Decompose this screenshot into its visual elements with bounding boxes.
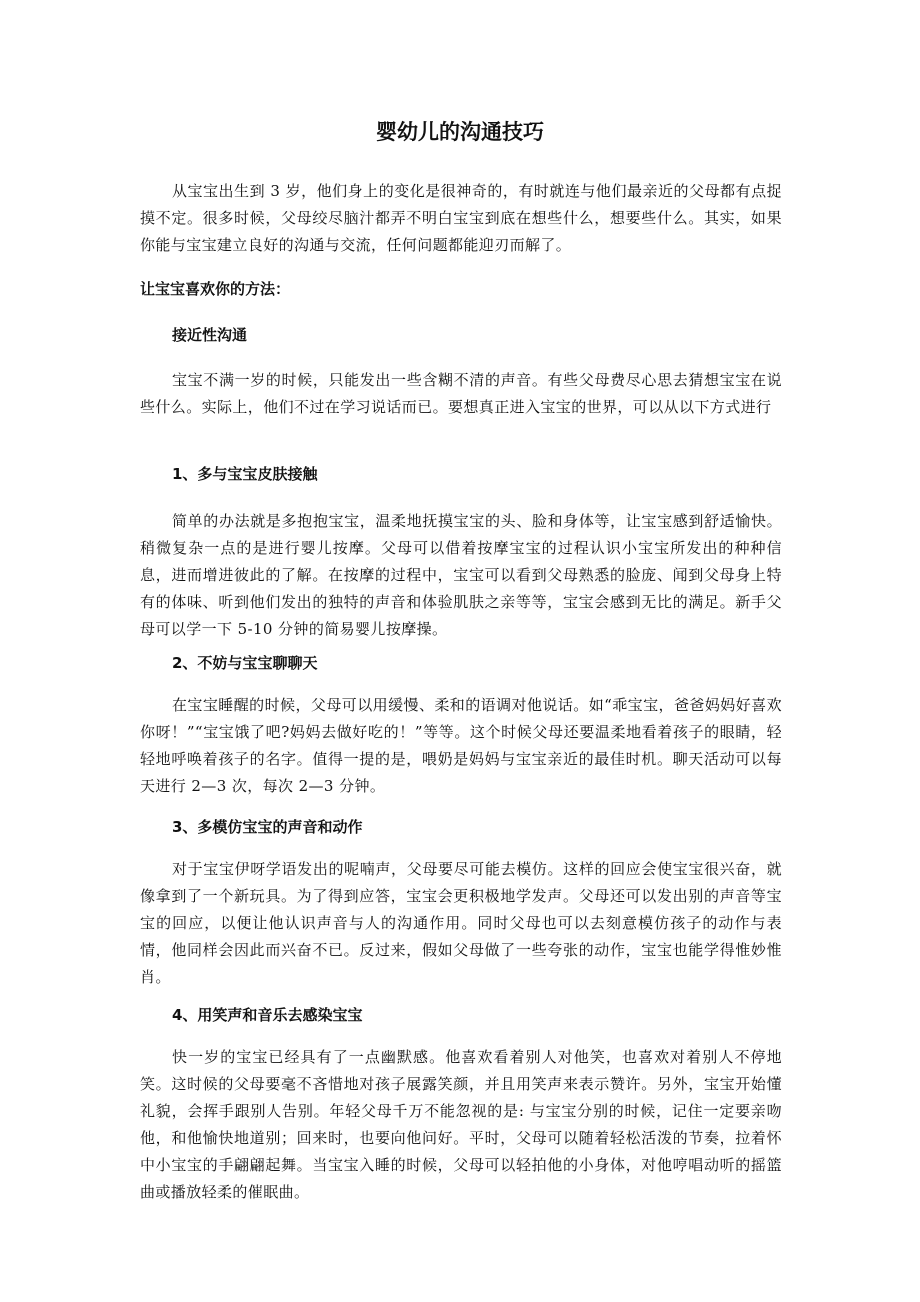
document-title: 婴幼儿的沟通技巧 — [376, 120, 544, 144]
intro-paragraph: 从宝宝出生到 3 岁，他们身上的变化是很神奇的，有时就连与他们最亲近的父母都有点捉摸不定。很多时候，父母绞尽脑汁都弄不明白宝宝到底在想些什么，想要些什么。其实，如果你能与宝宝建立良好的沟通与交流，任何问题都能迎刃而解了。 — [140, 182, 782, 254]
item-2-heading: 2、不妨与宝宝聊聊天 — [172, 654, 318, 672]
item-4-heading: 4、用笑声和音乐去感染宝宝 — [172, 1006, 363, 1024]
item-3-paragraph: 对于宝宝伊呀学语发出的呢喃声，父母要尽可能去模仿。这样的回应会使宝宝很兴奋，就像拿到了一个新玩具。为了得到应答，宝宝会更积极地学发声。父母还可以发出别的声音等宝宝的回应，以便让他认识声音与人的沟通作用。同时父母也可以去刻意模仿孩子的动作与表情，他同样会因此而兴奋不已。反过来，假如父母做了一些夸张的动作，宝宝也能学得惟妙惟肖。 — [140, 860, 782, 986]
item-1-paragraph: 简单的办法就是多抱抱宝宝，温柔地抚摸宝宝的头、脸和身体等，让宝宝感到舒适愉快。稍微复杂一点的是进行婴儿按摩。父母可以借着按摩宝宝的过程认识小宝宝所发出的种种信息，进而增进彼此的了解。在按摩的过程中，宝宝可以看到父母熟悉的脸庞、闻到父母身上特有的体味、听到他们发出的独特的声音和体验肌肤之亲等等，宝宝会感到无比的满足。新手父母可以学一下 5-10 分钟的简易婴儿按摩操。 — [140, 512, 782, 638]
item-1-heading: 1、多与宝宝皮肤接触 — [172, 465, 318, 483]
subsection-intro-paragraph: 宝宝不满一岁的时候，只能发出一些含糊不清的声音。有些父母费尽心思去猜想宝宝在说些什么。实际上，他们不过在学习说话而已。要想真正进入宝宝的世界，可以从以下方式进行 — [140, 371, 782, 416]
item-3-heading: 3、多模仿宝宝的声音和动作 — [172, 818, 363, 836]
item-2-paragraph: 在宝宝睡醒的时候，父母可以用缓慢、柔和的语调对他说话。如“乖宝宝，爸爸妈妈好喜欢你呀！”“宝宝饿了吧?妈妈去做好吃的！”等等。这个时候父母还要温柔地看着孩子的眼睛，轻轻地呼唤着孩子的名字。值得一提的是，喂奶是妈妈与宝宝亲近的最佳时机。聊天活动可以每天进行 2—3 次，每次 2—3 分钟。 — [140, 696, 782, 795]
item-4-paragraph: 快一岁的宝宝已经具有了一点幽默感。他喜欢看着别人对他笑，也喜欢对着别人不停地笑。这时候的父母要毫不吝惜地对孩子展露笑颜，并且用笑声来表示赞许。另外，宝宝开始懂礼貌，会挥手跟别人告别。年轻父母千万不能忽视的是: 与宝宝分别的时候，记住一定要亲吻他，和他愉快地道别；回来时，也要向他问好。平时，父母可以随着轻松活泼的节奏，拉着怀中小宝宝的手翩翩起舞。当宝宝入睡的时候，父母可以轻拍他的小身体，对他哼唱动听的摇篮曲或播放轻柔的催眠曲。 — [140, 1048, 782, 1201]
section-heading: 让宝宝喜欢你的方法： — [140, 280, 291, 298]
subsection-heading: 接近性沟通 — [172, 326, 248, 344]
